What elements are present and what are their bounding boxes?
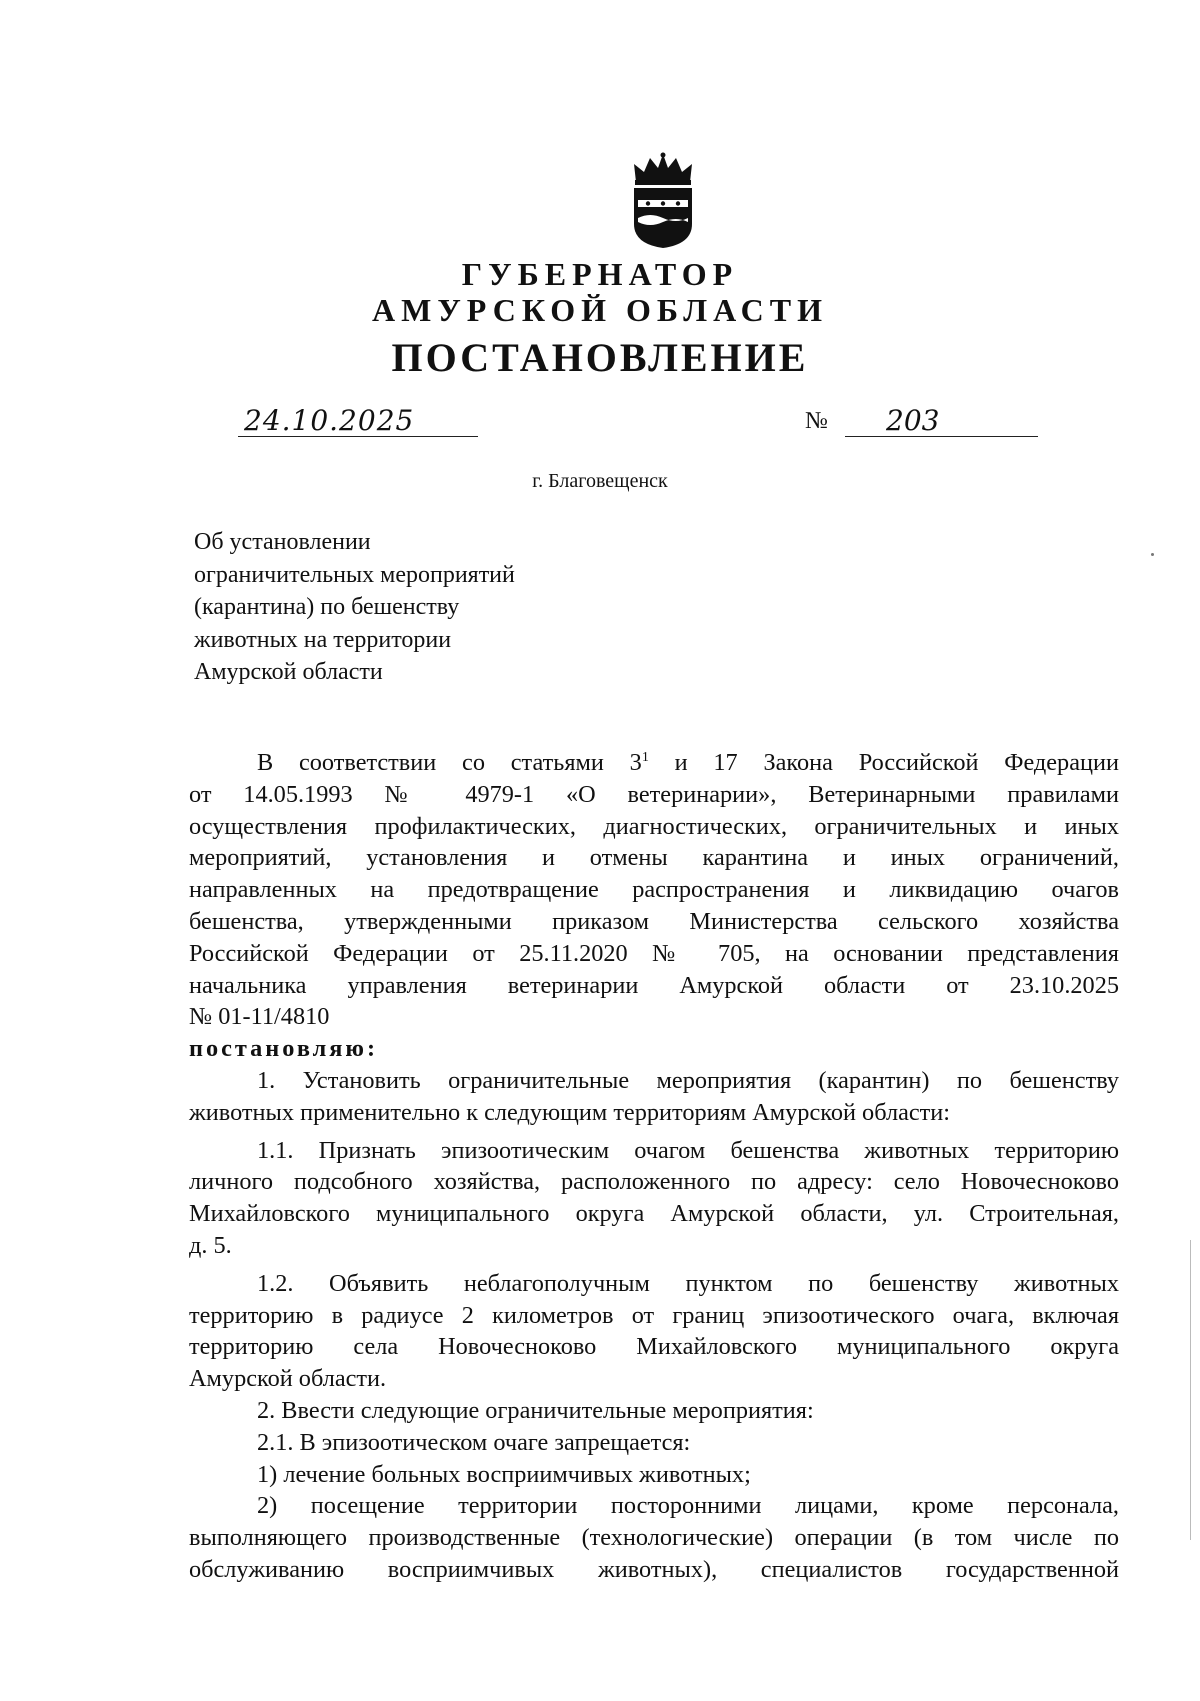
- body-line: бешенства, утвержденными приказом Министерства сельского хозяйства: [189, 908, 1119, 936]
- body-line: обслуживанию восприимчивых животных), специалистов государственной: [189, 1556, 1119, 1584]
- subject-line: Амурской области: [194, 659, 383, 685]
- body-line: территорию в радиусе 2 километров от границ эпизоотического очага, включая: [189, 1301, 1119, 1329]
- paragraph-1: [189, 1065, 1119, 1129]
- body-line: Российской Федерации от 25.11.2020 № 705, на основании представления: [189, 939, 1119, 967]
- body-line: начальника управления ветеринарии Амурской области от 23.10.2025: [189, 971, 1119, 999]
- number-label: №: [805, 408, 828, 434]
- date-underline: [238, 436, 478, 437]
- body-line: Амурской области.: [189, 1365, 387, 1393]
- body-line: выполняющего производственные (технологические) операции (в том числе по: [189, 1524, 1119, 1552]
- superscript: 1: [641, 750, 649, 765]
- body-line: животных применительно к следующим территориям Амурской области:: [189, 1098, 951, 1126]
- amur-coat-of-arms-icon: [628, 152, 698, 250]
- subject-line: Об установлении: [194, 529, 371, 555]
- issuer-region: АМУРСКОЙ ОБЛАСТИ: [372, 292, 828, 328]
- list-item-1: 1) лечение больных восприимчивых животных;: [257, 1460, 751, 1488]
- document-subject: [194, 526, 614, 689]
- subject-line: (карантина) по бешенству: [194, 594, 460, 620]
- body-line: от 14.05.1993 № 4979-1 «О ветеринарии», Ветеринарными правилами: [189, 780, 1119, 808]
- body-line: мероприятий, установления и отмены карантина и иных ограничений,: [189, 844, 1119, 872]
- body-line: д. 5.: [189, 1232, 232, 1260]
- list-item-2: [189, 1490, 1119, 1585]
- document-body: [189, 742, 1119, 1586]
- paragraph-2: 2. Ввести следующие ограничительные мероприятия:: [257, 1397, 814, 1425]
- body-line: личного подсобного хозяйства, расположенного по адресу: село Новочесноково: [189, 1168, 1119, 1196]
- paragraph-1-1: [189, 1135, 1119, 1262]
- decree-word: постановляю:: [189, 1035, 379, 1063]
- number-underline: [845, 436, 1038, 437]
- body-line: 1.2. Объявить неблагополучным пунктом по бешенству животных: [257, 1269, 1119, 1297]
- subject-line: животных на территории: [194, 626, 452, 653]
- paragraph-2-1: 2.1. В эпизоотическом очаге запрещается:: [257, 1428, 691, 1456]
- document-type: ПОСТАНОВЛЕНИЕ: [391, 335, 809, 380]
- body-line: № 01-11/4810: [189, 1003, 330, 1031]
- document-number: 203: [886, 404, 940, 437]
- scan-speck: [1151, 553, 1154, 556]
- body-line: территорию села Новочесноково Михайловского муниципального округа: [189, 1333, 1119, 1361]
- body-line: Михайловского муниципального округа Амурской области, ул. Строительная,: [189, 1200, 1119, 1228]
- body-line: 2) посещение территории посторонними лицами, кроме персонала,: [257, 1492, 1119, 1520]
- scan-edge: [1190, 1240, 1191, 1540]
- preamble: [189, 742, 1119, 1033]
- city: г. Благовещенск: [532, 470, 668, 492]
- body-line: В соответствии со статьями $3^1$ и 17 Закона Российской Федерации: [257, 749, 1119, 777]
- body-line: 1.1. Признать эпизоотическим очагом бешенства животных территорию: [257, 1136, 1119, 1164]
- subject-line: ограничительных мероприятий: [194, 561, 515, 588]
- issuer-title: ГУБЕРНАТОР: [461, 256, 739, 292]
- body-line: 1. Установить ограничительные мероприятия (карантин) по бешенству: [257, 1067, 1119, 1095]
- paragraph-1-2: [189, 1268, 1119, 1395]
- document-date: 24.10.2025: [244, 404, 415, 437]
- body-line: направленных на предотвращение распространения и ликвидацию очагов: [189, 876, 1119, 904]
- body-line: осуществления профилактических, диагностических, ограничительных и иных: [189, 812, 1119, 840]
